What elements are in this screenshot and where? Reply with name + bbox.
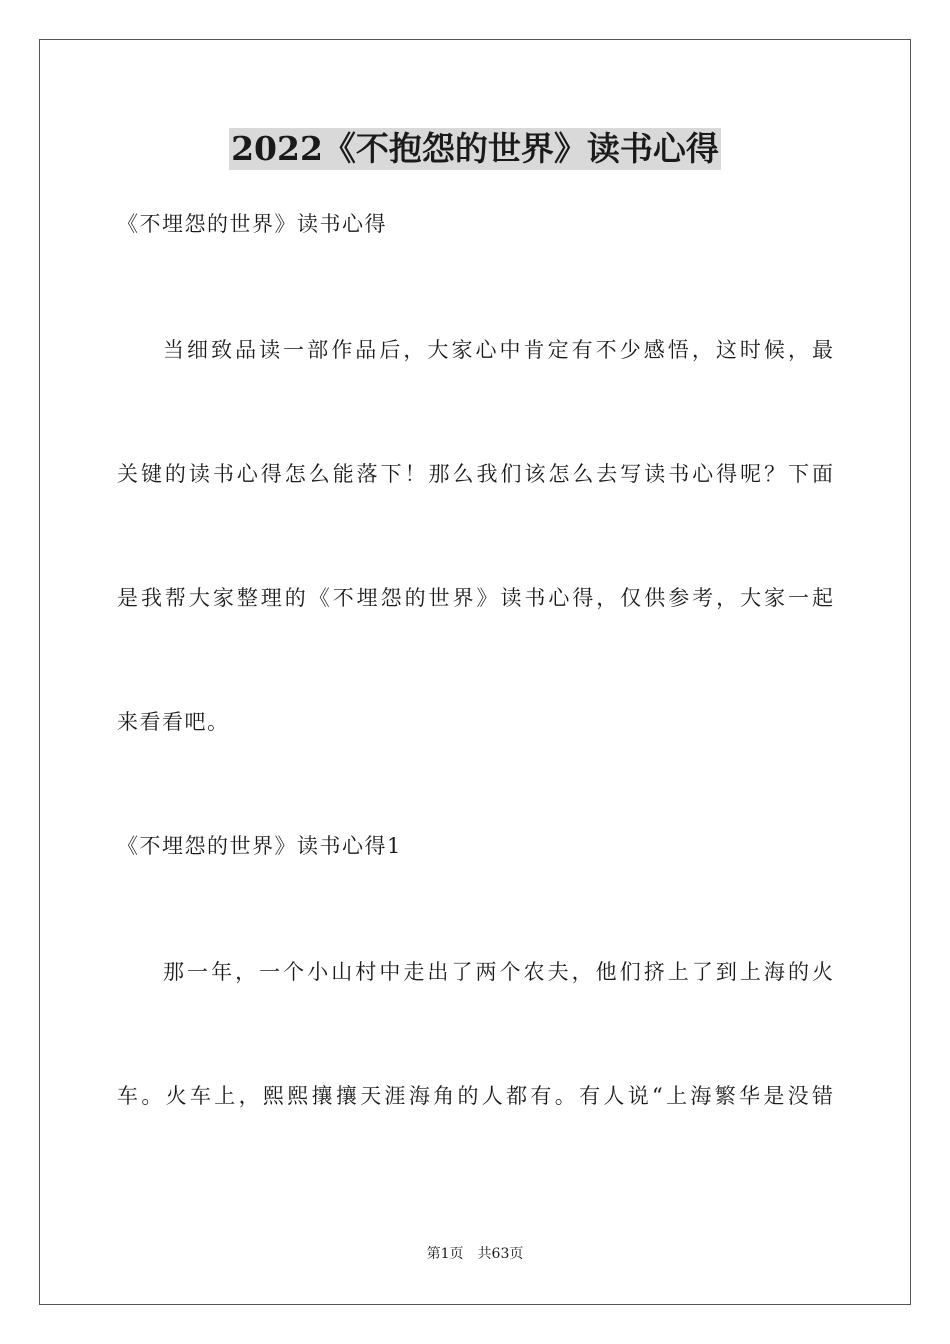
paragraph-line: 是我帮大家整理的《不埋怨的世界》读书心得，仅供参考，大家一起 [117,586,833,610]
paragraph-line: 来看看吧。 [117,710,230,734]
section-heading: 《不埋怨的世界》读书心得1 [117,834,402,858]
paragraph-line: 那一年，一个小山村中走出了两个农夫，他们挤上了到上海的火 [163,960,833,984]
title-container [0,128,950,170]
paragraph-line: 关键的读书心得怎么能落下！那么我们该怎么去写读书心得呢？下面 [117,462,833,486]
subtitle-line: 《不埋怨的世界》读书心得 [117,212,387,236]
paragraph-line: 车。火车上，熙熙攘攘天涯海角的人都有。有人说“上海繁华是没错 [117,1084,833,1108]
page-footer [0,1244,950,1264]
document-title: 2022《不抱怨的世界》读书心得 [231,129,719,168]
paragraph-line: 当细致品读一部作品后，大家心中肯定有不少感悟，这时候，最 [163,338,833,362]
page-number: 第1页 [426,1246,464,1262]
page-total: 共63页 [477,1246,524,1262]
